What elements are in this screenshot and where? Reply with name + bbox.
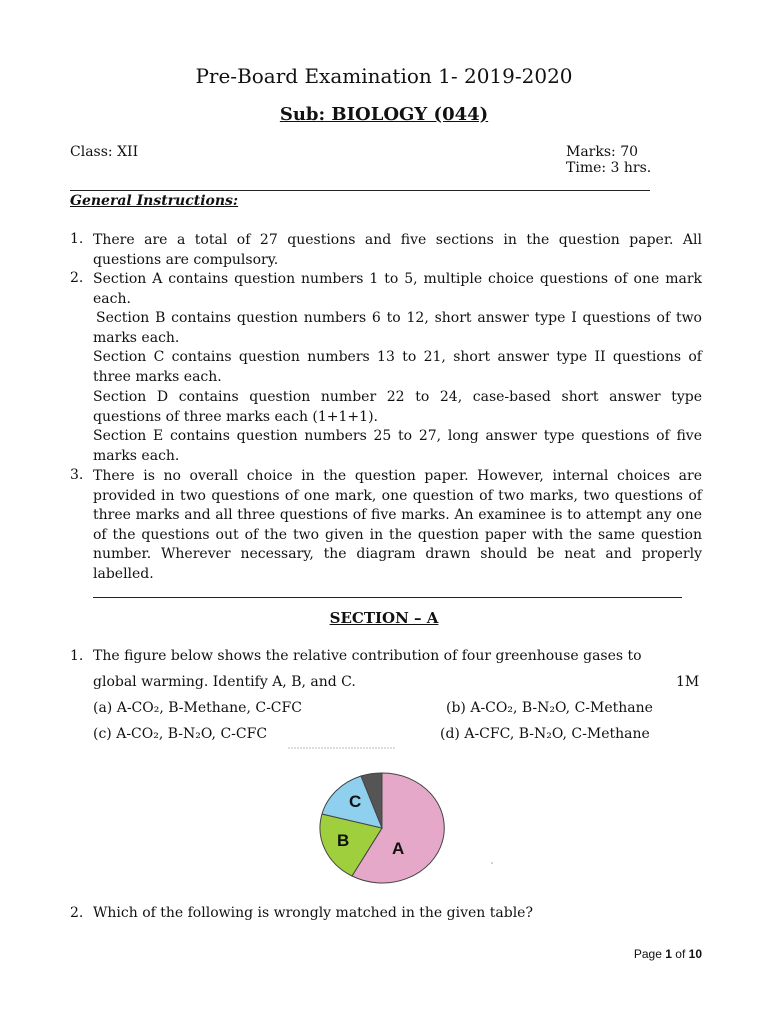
section-a-heading: SECTION – A xyxy=(329,609,439,627)
option-a: (a) A-CO₂, B-Methane, C-CFC xyxy=(93,700,302,716)
instruction-2a: Section A contains question numbers 1 to 5, multiple choice questions of one mark each. xyxy=(93,271,702,307)
pie-label-c: C xyxy=(349,792,362,811)
question-1-marks: 1M xyxy=(676,674,700,690)
instruction-2b: Section B contains question numbers 6 to 12, short answer type I questions of two marks each. xyxy=(93,310,702,346)
question-2-text: Which of the following is wrongly matched in the given table? xyxy=(93,905,533,921)
question-1-number: 1. xyxy=(70,648,84,664)
class-label: Class: XII xyxy=(70,144,139,160)
instruction-number-3: 3. xyxy=(70,467,84,483)
page-of: of xyxy=(675,947,686,961)
page-total: 10 xyxy=(688,947,702,961)
option-d: (d) A-CFC, B-N₂O, C-Methane xyxy=(440,726,650,742)
marks-label: Marks: 70 xyxy=(566,144,639,160)
instruction-number-2: 2. xyxy=(70,270,84,286)
instruction-number-1: 1. xyxy=(70,231,84,247)
time-label: Time: 3 hrs. xyxy=(566,160,652,176)
instruction-2d: Section D contains question number 22 to 24, case-based short answer type questions of three marks each (1+1+1). xyxy=(93,389,702,425)
option-b: (b) A-CO₂, B-N₂O, C-Methane xyxy=(446,700,653,716)
instruction-2e: Section E contains question numbers 25 to 27, long answer type questions of five marks each. xyxy=(93,428,702,464)
instruction-2c: Section C contains question numbers 13 to 21, short answer type II questions of three marks each. xyxy=(93,349,702,385)
figure-speck xyxy=(491,862,493,864)
option-c: (c) A-CO₂, B-N₂O, C-CFC xyxy=(93,726,268,742)
instruction-3: There is no overall choice in the question paper. However, internal choices are provided in two questions of one mark, one question of two marks, two questions of three marks and all three questions of five marks. An examinee is to attempt any one of the questions out of the two given in the question paper with the same question number. Wherever necessary, the diagram drawn should be neat and properly labelled. xyxy=(93,468,702,582)
question-1-line1: The figure below shows the relative contribution of four greenhouse gases to xyxy=(93,648,642,664)
instruction-1: There are a total of 27 questions and five sections in the question paper. All questions are compulsory. xyxy=(93,232,702,268)
header-divider xyxy=(70,190,650,191)
pie-label-b: B xyxy=(337,831,350,850)
page-prefix: Page xyxy=(633,947,662,961)
subject-title: Sub: BIOLOGY (044) xyxy=(279,104,489,125)
pie-label-a: A xyxy=(392,839,405,858)
question-1-line2: global warming. Identify A, B, and C. xyxy=(93,674,356,690)
question-2-number: 2. xyxy=(70,905,84,921)
page-current: 1 xyxy=(665,947,672,961)
exam-title: Pre-Board Examination 1- 2019-2020 xyxy=(195,64,573,88)
instructions-divider xyxy=(93,597,682,598)
page-number xyxy=(634,947,702,961)
greenhouse-gas-pie-figure xyxy=(280,745,510,895)
instructions-heading: General Instructions: xyxy=(70,193,239,209)
